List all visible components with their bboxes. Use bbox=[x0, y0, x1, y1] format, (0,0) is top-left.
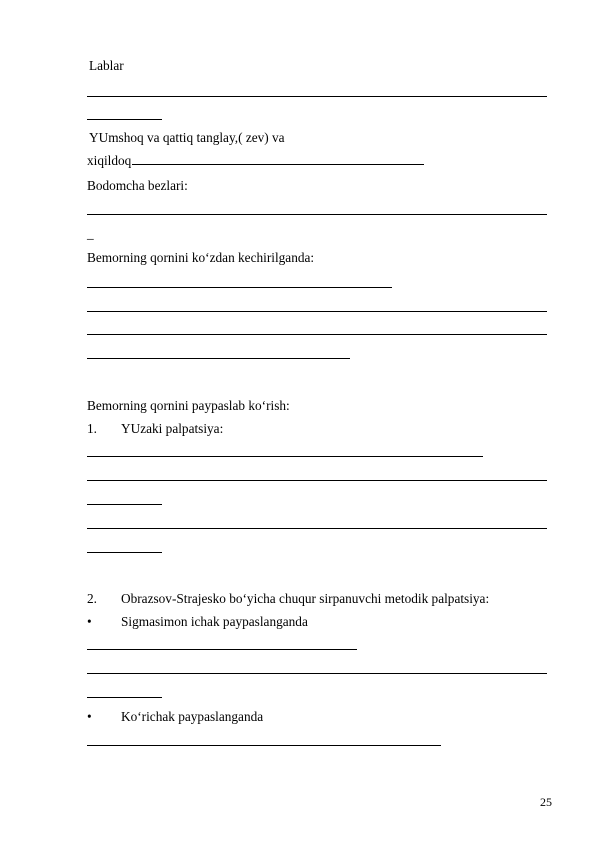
answer-line bbox=[87, 358, 350, 359]
page-number: 25 bbox=[540, 795, 552, 809]
answer-line bbox=[87, 311, 547, 312]
answer-line bbox=[87, 456, 483, 457]
item-number: 2. bbox=[87, 591, 97, 606]
cecum-palpation-label: Ko‘richak paypaslanganda bbox=[121, 709, 264, 724]
item-number: 1. bbox=[87, 421, 97, 436]
palate-label-cont bbox=[87, 153, 424, 169]
answer-line bbox=[87, 287, 392, 288]
answer-line bbox=[87, 480, 547, 481]
lips-label: Lablar bbox=[89, 58, 124, 73]
answer-line bbox=[87, 528, 547, 529]
palpation-label: Bemorning qornini paypaslab ko‘rish: bbox=[87, 398, 290, 413]
answer-line bbox=[87, 334, 547, 335]
answer-line bbox=[132, 164, 424, 165]
answer-line bbox=[87, 673, 547, 674]
palate-label: YUmshoq va qattiq tanglay,( zev) va bbox=[89, 130, 285, 145]
tonsils-label: Bodomcha bezlari: bbox=[87, 178, 188, 193]
answer-line bbox=[87, 697, 162, 698]
bullet-icon: • bbox=[87, 614, 92, 629]
inspection-label: Bemorning qornini ko‘zdan kechirilganda: bbox=[87, 250, 315, 265]
superficial-palpation-label: YUzaki palpatsiya: bbox=[121, 421, 224, 436]
tonsils-line-tail: _ bbox=[87, 226, 94, 241]
answer-line bbox=[87, 745, 441, 746]
larynx-label: xiqildoq bbox=[87, 153, 132, 168]
bullet-icon: • bbox=[87, 709, 92, 724]
answer-line bbox=[87, 552, 162, 553]
deep-palpation-label: Obrazsov-Strajesko bo‘yicha chuqur sirpanuvchi metodik palpatsiya: bbox=[121, 591, 490, 606]
answer-line bbox=[87, 214, 547, 215]
answer-line bbox=[87, 119, 162, 120]
answer-line bbox=[87, 649, 357, 650]
answer-line bbox=[87, 96, 547, 97]
sigmoid-palpation-label: Sigmasimon ichak paypaslanganda bbox=[121, 614, 308, 629]
answer-line bbox=[87, 504, 162, 505]
